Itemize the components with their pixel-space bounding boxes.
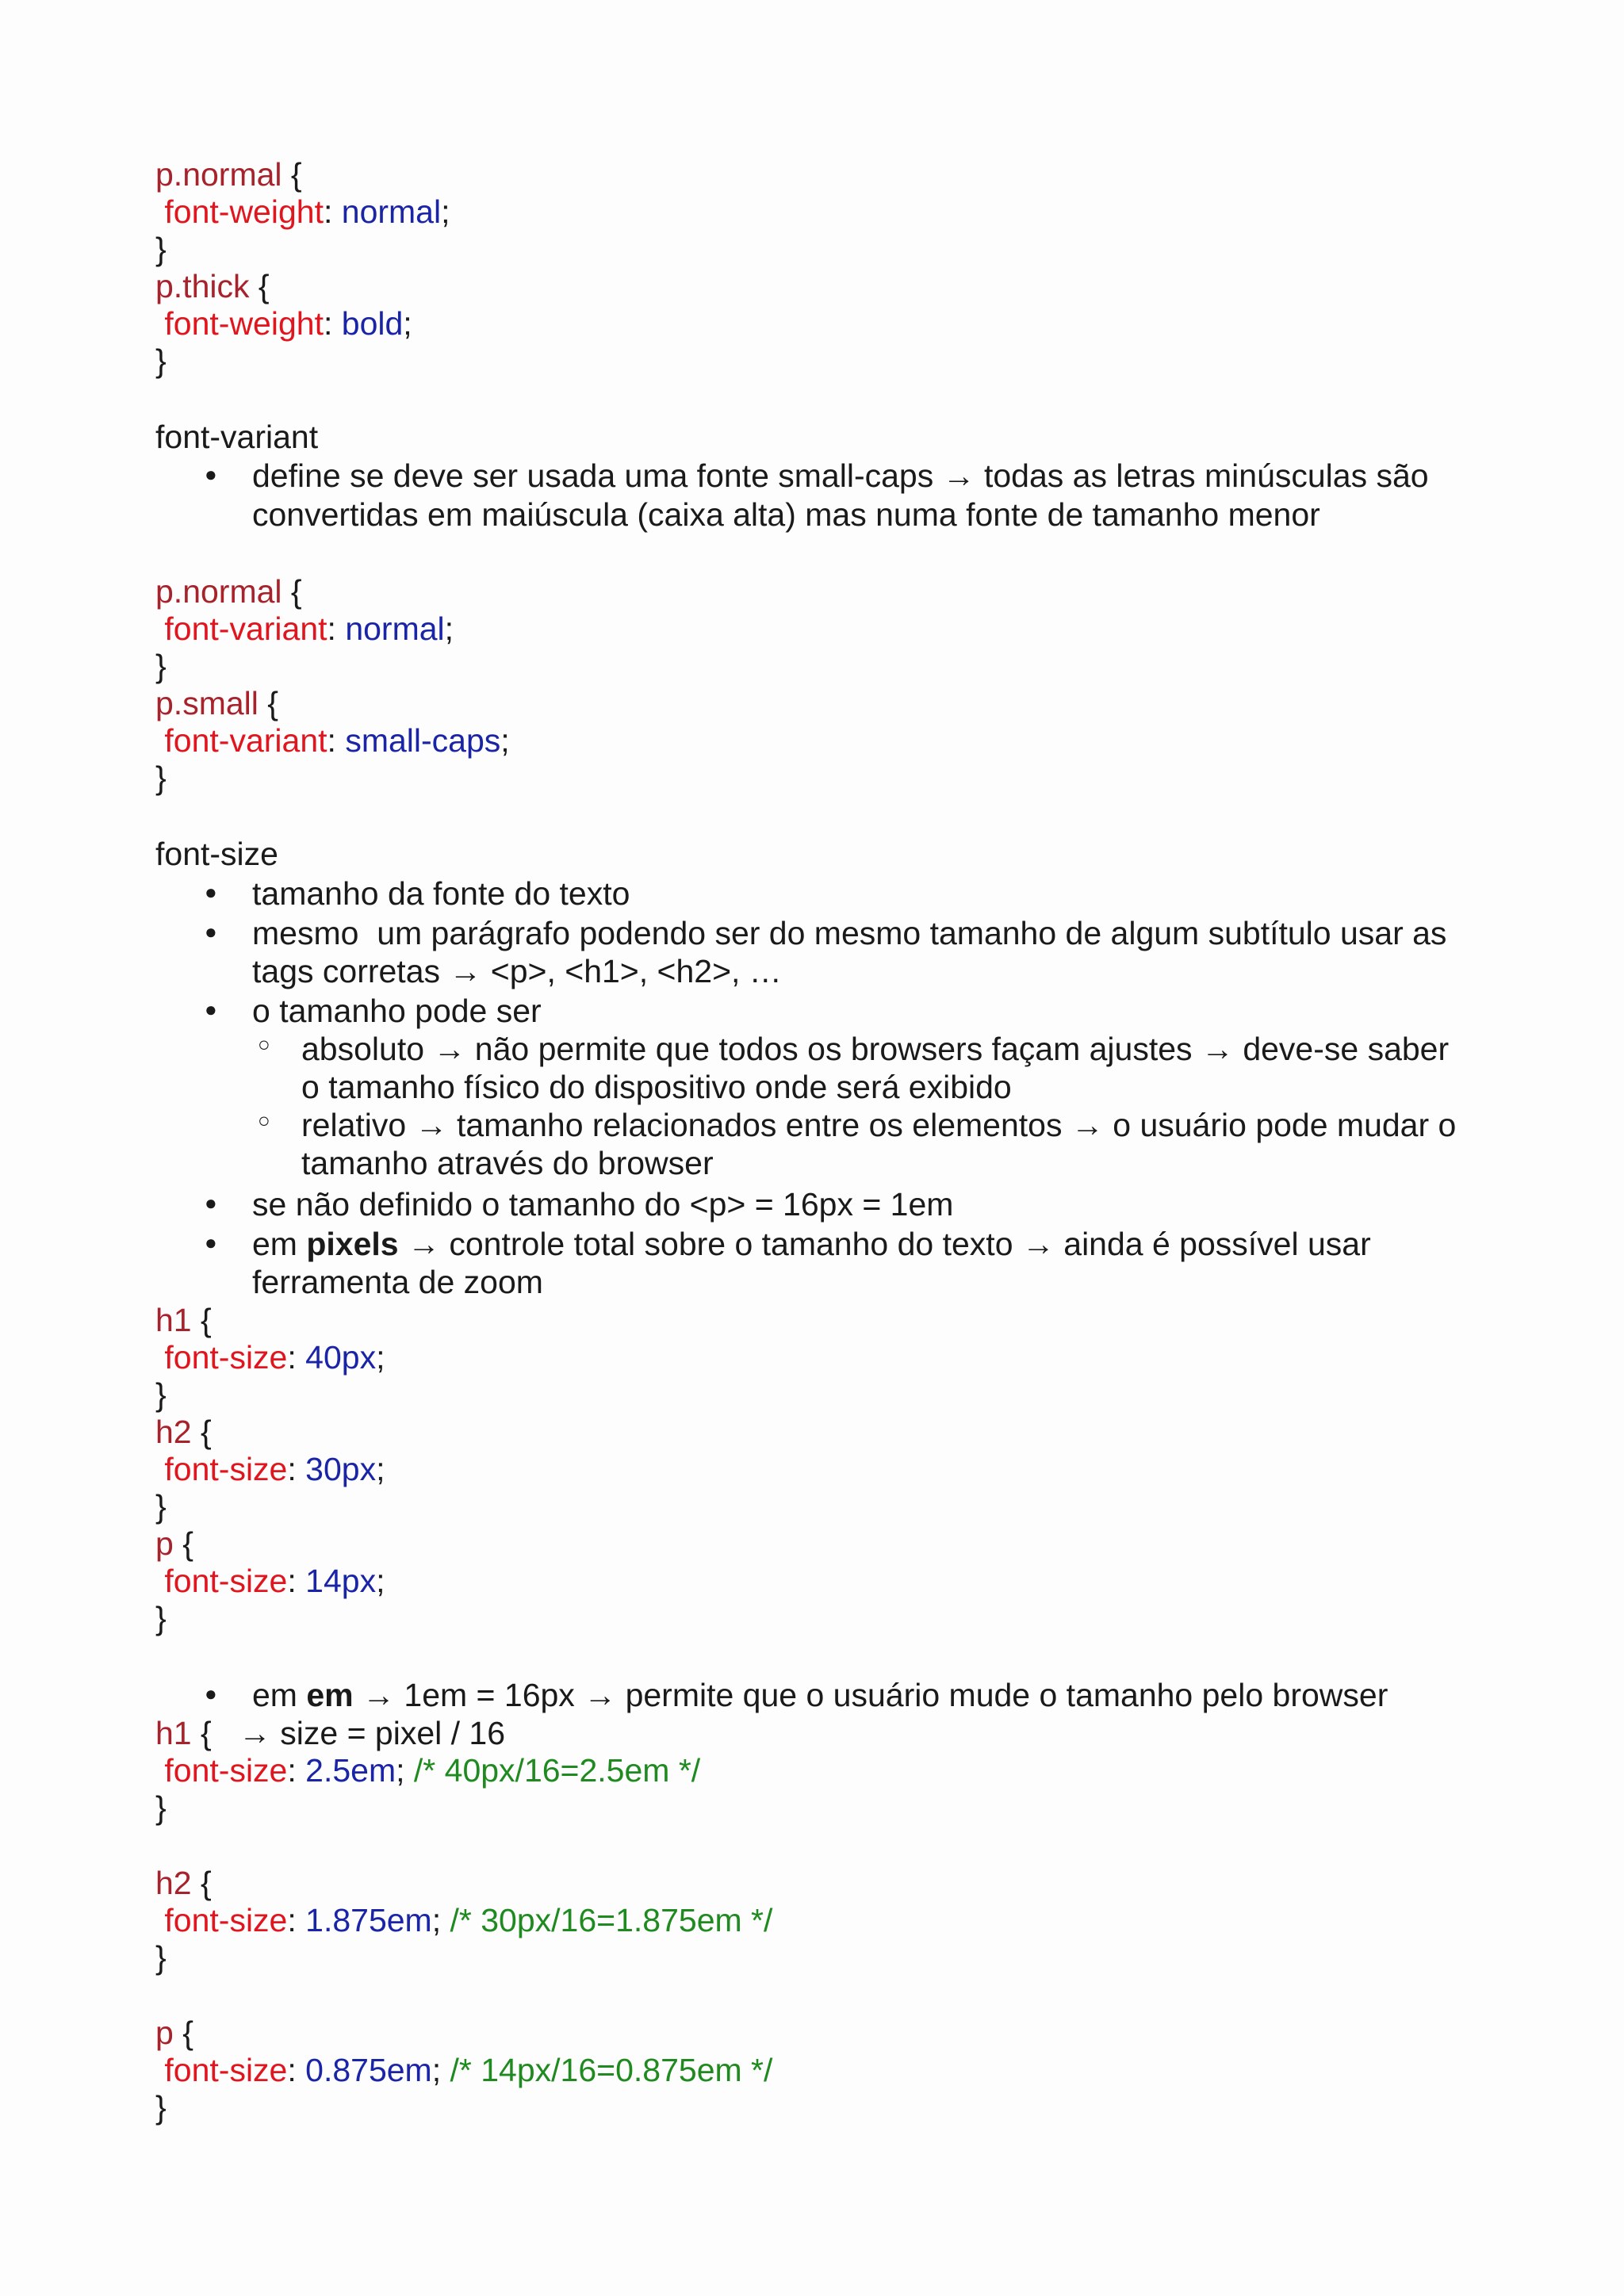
bullet-icon: ● (205, 462, 217, 486)
sub-bullet-icon: ○ (258, 1108, 270, 1132)
css-property: font-size (164, 1752, 288, 1789)
code-line (155, 2051, 772, 2089)
colon: : (287, 2052, 306, 2088)
semicolon: ; (431, 2052, 450, 2088)
semicolon: ; (403, 305, 412, 342)
code-line (155, 1450, 385, 1488)
bullet-icon: ● (205, 997, 217, 1021)
bullet-text: define se deve ser usada uma fonte small-caps → todas as letras minúsculas são (252, 457, 1429, 494)
sub-bullet-icon: ○ (258, 1032, 270, 1056)
bullet-icon: ● (205, 1191, 217, 1215)
colon: : (323, 193, 342, 230)
css-value: 14px (305, 1563, 377, 1599)
semicolon: ; (500, 722, 510, 759)
code-line (155, 1301, 212, 1339)
bullet-text: se não definido o tamanho do <p> = 16px = 1em (252, 1186, 954, 1223)
close-brace: } (155, 1939, 167, 1976)
colon: : (287, 1902, 306, 1938)
bullet-text: convertidas em maiúscula (caixa alta) mas numa fonte de tamanho menor (252, 496, 1320, 533)
close-brace: } (155, 1789, 167, 1826)
code-line (155, 304, 412, 342)
css-value: bold (341, 305, 404, 342)
text-run: em (252, 1677, 307, 1713)
code-line (155, 1338, 385, 1376)
css-property: font-variant (164, 610, 327, 647)
css-comment: /* 14px/16=0.875em */ (450, 2052, 773, 2088)
code-line (155, 1525, 193, 1563)
colon: : (323, 305, 342, 342)
semicolon: ; (376, 1339, 385, 1376)
semicolon: ; (431, 1902, 450, 1938)
open-brace: { (191, 1302, 212, 1338)
colon: : (327, 610, 346, 647)
close-brace: } (155, 648, 167, 684)
bullet-text: ferramenta de zoom (252, 1264, 543, 1300)
code-line (155, 2014, 193, 2052)
semicolon: ; (396, 1752, 414, 1789)
semicolon: ; (441, 193, 450, 230)
code-line (155, 1413, 212, 1451)
open-brace: { (249, 268, 270, 304)
semicolon: ; (444, 610, 454, 647)
css-property: font-variant (164, 722, 327, 759)
code-line (155, 1714, 505, 1752)
sub-bullet-text: absoluto → não permite que todos os browsers façam ajustes → deve-se saber (301, 1031, 1450, 1067)
css-selector: p.thick (155, 268, 250, 304)
text-run: → 1em = 16px → permite que o usuário mude o tamanho pelo browser (353, 1677, 1388, 1713)
css-comment: /* 30px/16=1.875em */ (450, 1902, 773, 1938)
bullet-icon: ● (205, 880, 217, 904)
css-property: font-size (164, 1451, 288, 1487)
css-selector: p (155, 1525, 174, 1562)
code-line (155, 267, 270, 305)
open-brace: { (282, 573, 302, 610)
open-brace: { (173, 1525, 193, 1562)
code-line (155, 610, 454, 648)
close-brace: } (155, 1376, 167, 1413)
close-brace: } (155, 1600, 167, 1636)
bullet-text (252, 1676, 1388, 1714)
open-brace: { (191, 1715, 212, 1751)
section-heading: font-size (155, 836, 278, 872)
open-brace: { (173, 2015, 193, 2051)
section-heading: font-variant (155, 419, 319, 455)
css-selector: h2 (155, 1414, 192, 1450)
css-selector: h1 (155, 1302, 192, 1338)
text-run: em (252, 1226, 307, 1262)
css-value: small-caps (345, 722, 501, 759)
css-value: 0.875em (305, 2052, 432, 2088)
bullet-text: tags corretas → <p>, <h1>, <h2>, … (252, 953, 782, 989)
css-value: 30px (305, 1451, 377, 1487)
code-line (155, 1751, 700, 1789)
code-line (155, 155, 302, 193)
colon: : (287, 1451, 306, 1487)
bullet-text: mesmo um parágrafo podendo ser do mesmo tamanho de algum subtítulo usar as (252, 915, 1447, 951)
css-selector: p (155, 2015, 174, 2051)
css-property: font-size (164, 1339, 288, 1376)
css-value: normal (341, 193, 442, 230)
bullet-icon: ● (205, 920, 217, 943)
code-line (155, 1562, 385, 1600)
bullet-text (252, 1225, 1371, 1263)
semicolon: ; (376, 1451, 385, 1487)
note-text: → size = pixel / 16 (211, 1715, 506, 1751)
css-selector: p.small (155, 685, 259, 721)
code-line (155, 572, 302, 610)
close-brace: } (155, 231, 167, 267)
css-value: normal (345, 610, 445, 647)
semicolon: ; (376, 1563, 385, 1599)
open-brace: { (282, 156, 302, 193)
close-brace: } (155, 342, 167, 379)
bullet-text: tamanho da fonte do texto (252, 875, 630, 912)
code-line (155, 684, 278, 722)
open-brace: { (191, 1414, 212, 1450)
bold-text: pixels (306, 1226, 399, 1262)
bold-text: em (306, 1677, 354, 1713)
code-line (155, 1901, 772, 1939)
close-brace: } (155, 1488, 167, 1525)
css-property: font-weight (164, 193, 324, 230)
bullet-icon: ● (205, 1682, 217, 1705)
code-line (155, 1864, 212, 1902)
css-value: 1.875em (305, 1902, 432, 1938)
close-brace: } (155, 760, 167, 796)
colon: : (287, 1752, 306, 1789)
colon: : (287, 1563, 306, 1599)
css-property: font-weight (164, 305, 324, 342)
css-selector: h1 (155, 1715, 192, 1751)
css-comment: /* 40px/16=2.5em */ (413, 1752, 701, 1789)
css-value: 40px (305, 1339, 377, 1376)
css-property: font-size (164, 1902, 288, 1938)
css-selector: p.normal (155, 156, 282, 193)
code-line (155, 721, 510, 760)
open-brace: { (258, 685, 278, 721)
bullet-text: o tamanho pode ser (252, 993, 542, 1029)
bullet-icon: ● (205, 1230, 217, 1254)
css-selector: p.normal (155, 573, 282, 610)
sub-bullet-text: o tamanho físico do dispositivo onde será exibido (301, 1069, 1012, 1105)
sub-bullet-text: relativo → tamanho relacionados entre os elementos → o usuário pode mudar o (301, 1107, 1457, 1143)
code-line (155, 193, 450, 231)
colon: : (287, 1339, 306, 1376)
css-selector: h2 (155, 1865, 192, 1901)
close-brace: } (155, 2089, 167, 2126)
text-run: → controle total sobre o tamanho do texto → ainda é possível usar (398, 1226, 1371, 1262)
open-brace: { (191, 1865, 212, 1901)
colon: : (327, 722, 346, 759)
css-value: 2.5em (305, 1752, 396, 1789)
css-property: font-size (164, 1563, 288, 1599)
sub-bullet-text: tamanho através do browser (301, 1145, 714, 1181)
css-property: font-size (164, 2052, 288, 2088)
